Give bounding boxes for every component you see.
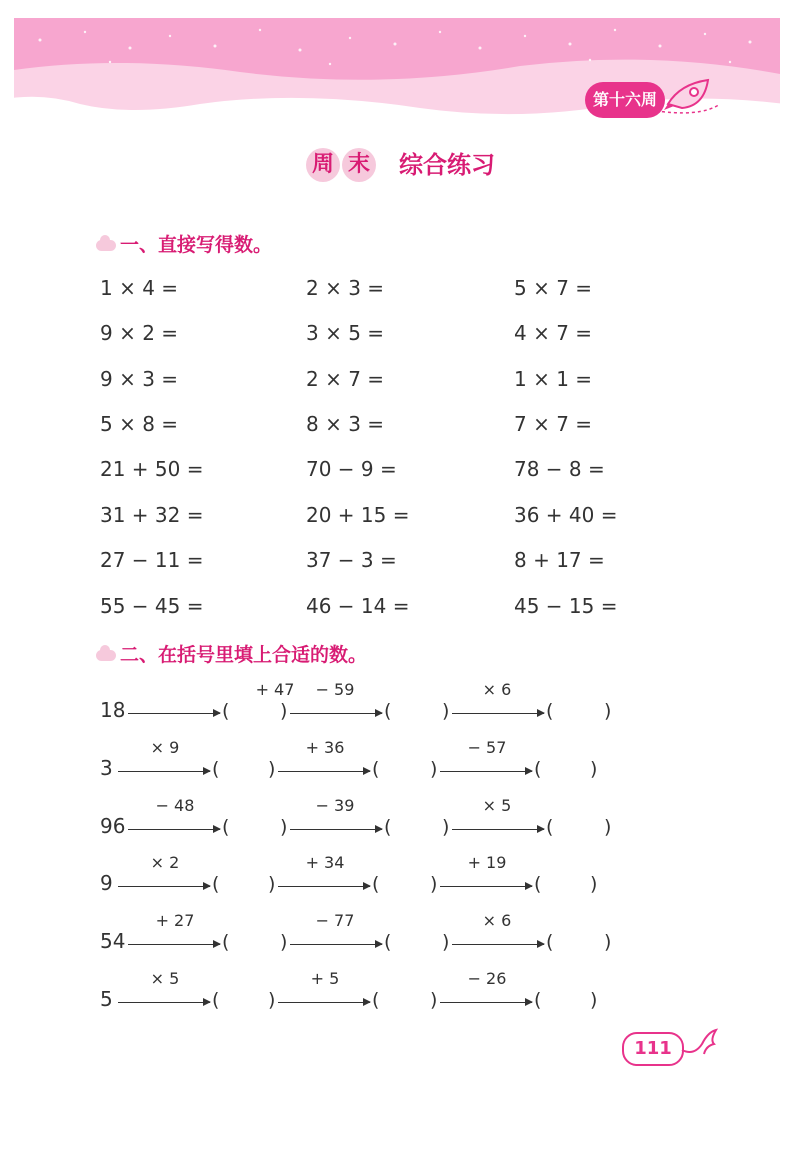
open-paren: ( — [534, 873, 542, 895]
calc-item: 45 − 15 = — [514, 594, 618, 618]
open-paren: ( — [212, 758, 220, 780]
calc-item: 4 × 7 = — [514, 321, 593, 345]
page-title — [0, 148, 800, 188]
calc-item: 37 − 3 = — [306, 548, 397, 572]
close-paren: ) — [604, 816, 612, 838]
chain-row — [100, 740, 640, 780]
close-paren: ) — [430, 758, 438, 780]
arrow-icon — [440, 886, 532, 887]
open-paren: ( — [372, 758, 380, 780]
chain-row — [100, 682, 640, 722]
calc-item: 78 − 8 = — [514, 457, 605, 481]
close-paren: ) — [590, 989, 598, 1011]
close-paren: ) — [604, 931, 612, 953]
calc-item: 9 × 2 = — [100, 321, 179, 345]
close-paren: ) — [280, 931, 288, 953]
arrow-icon — [128, 944, 220, 945]
section2-heading — [96, 640, 367, 667]
calc-item: 46 − 14 = — [306, 594, 410, 618]
calc-item: 20 + 15 = — [306, 503, 410, 527]
close-paren: ) — [430, 873, 438, 895]
calc-item: 31 + 32 = — [100, 503, 204, 527]
close-paren: ) — [280, 700, 288, 722]
close-paren: ) — [442, 700, 450, 722]
chain-row — [100, 798, 640, 838]
chain-start: 3 — [100, 756, 113, 780]
arrow-icon — [128, 829, 220, 830]
open-paren: ( — [384, 700, 392, 722]
open-paren: ( — [546, 816, 554, 838]
open-paren: ( — [534, 758, 542, 780]
calc-item: 27 − 11 = — [100, 548, 204, 572]
title-chip-2: 末 — [342, 148, 376, 182]
op-label: × 5 — [482, 796, 512, 815]
arrow-icon — [278, 771, 370, 772]
op-label: × 5 — [150, 969, 180, 988]
arrow-icon — [290, 944, 382, 945]
arrow-icon — [278, 1002, 370, 1003]
calc-item: 3 × 5 = — [306, 321, 385, 345]
section1-heading — [96, 230, 272, 257]
op-label: + 36 — [305, 738, 345, 757]
page-number: 111 — [622, 1032, 684, 1066]
close-paren: ) — [268, 758, 276, 780]
close-paren: ) — [590, 758, 598, 780]
section1-heading-text: 一、直接写得数。 — [120, 234, 273, 256]
week-badge: 第十六周 — [585, 82, 665, 118]
open-paren: ( — [212, 873, 220, 895]
op-label: × 6 — [482, 680, 512, 699]
calc-item: 9 × 3 = — [100, 367, 179, 391]
cloud-icon — [96, 650, 116, 661]
calc-item: 2 × 7 = — [306, 367, 385, 391]
calc-item: 5 × 7 = — [514, 276, 593, 300]
calc-item: 5 × 8 = — [100, 412, 179, 436]
calc-item: 2 × 3 = — [306, 276, 385, 300]
op-label: + 19 — [467, 853, 507, 872]
open-paren: ( — [212, 989, 220, 1011]
chain-start: 96 — [100, 814, 126, 838]
open-paren: ( — [534, 989, 542, 1011]
chain-start: 5 — [100, 987, 113, 1011]
open-paren: ( — [222, 816, 230, 838]
close-paren: ) — [280, 816, 288, 838]
op-label: × 9 — [150, 738, 180, 757]
calc-item: 1 × 4 = — [100, 276, 179, 300]
calc-item: 1 × 1 = — [514, 367, 593, 391]
open-paren: ( — [222, 700, 230, 722]
arrow-icon — [290, 713, 382, 714]
open-paren: ( — [384, 816, 392, 838]
chain-row — [100, 913, 640, 953]
op-label: × 6 — [482, 911, 512, 930]
op-label: + 47 — [255, 680, 295, 699]
close-paren: ) — [442, 931, 450, 953]
op-label: − 26 — [467, 969, 507, 988]
chain-row — [100, 971, 640, 1011]
calc-item: 7 × 7 = — [514, 412, 593, 436]
calc-item: 55 − 45 = — [100, 594, 204, 618]
chain-start: 54 — [100, 929, 126, 953]
rocket-icon — [664, 76, 714, 110]
arrow-icon — [118, 771, 210, 772]
header-banner — [0, 0, 800, 140]
op-label: − 39 — [315, 796, 355, 815]
close-paren: ) — [268, 989, 276, 1011]
arrow-icon — [452, 829, 544, 830]
close-paren: ) — [604, 700, 612, 722]
op-label: + 27 — [155, 911, 195, 930]
calc-item: 36 + 40 = — [514, 503, 618, 527]
chain-start: 18 — [100, 698, 126, 722]
arrow-icon — [452, 944, 544, 945]
arrow-icon — [290, 829, 382, 830]
op-label: + 5 — [310, 969, 340, 988]
open-paren: ( — [222, 931, 230, 953]
op-label: − 77 — [315, 911, 355, 930]
arrow-icon — [452, 713, 544, 714]
cloud-icon — [96, 240, 116, 251]
arrow-icon — [440, 771, 532, 772]
close-paren: ) — [590, 873, 598, 895]
open-paren: ( — [372, 989, 380, 1011]
arrow-icon — [118, 886, 210, 887]
calc-item: 8 + 17 = — [514, 548, 605, 572]
op-label: + 34 — [305, 853, 345, 872]
section2-heading-text: 二、在括号里填上合适的数。 — [120, 644, 368, 666]
arrow-icon — [278, 886, 370, 887]
op-label: − 57 — [467, 738, 507, 757]
arrow-icon — [128, 713, 220, 714]
chain-start: 9 — [100, 871, 113, 895]
arrow-icon — [118, 1002, 210, 1003]
open-paren: ( — [546, 700, 554, 722]
title-chip-1: 周 — [306, 148, 340, 182]
calc-item: 8 × 3 = — [306, 412, 385, 436]
title-main: 综合练习 — [399, 151, 495, 179]
calc-item: 21 + 50 = — [100, 457, 204, 481]
close-paren: ) — [430, 989, 438, 1011]
op-label: − 48 — [155, 796, 195, 815]
open-paren: ( — [384, 931, 392, 953]
arrow-icon — [440, 1002, 532, 1003]
op-label: × 2 — [150, 853, 180, 872]
swirl-icon — [680, 1022, 720, 1062]
open-paren: ( — [372, 873, 380, 895]
calc-item: 70 − 9 = — [306, 457, 397, 481]
chain-row — [100, 855, 640, 895]
op-label: − 59 — [315, 680, 355, 699]
close-paren: ) — [442, 816, 450, 838]
close-paren: ) — [268, 873, 276, 895]
open-paren: ( — [546, 931, 554, 953]
